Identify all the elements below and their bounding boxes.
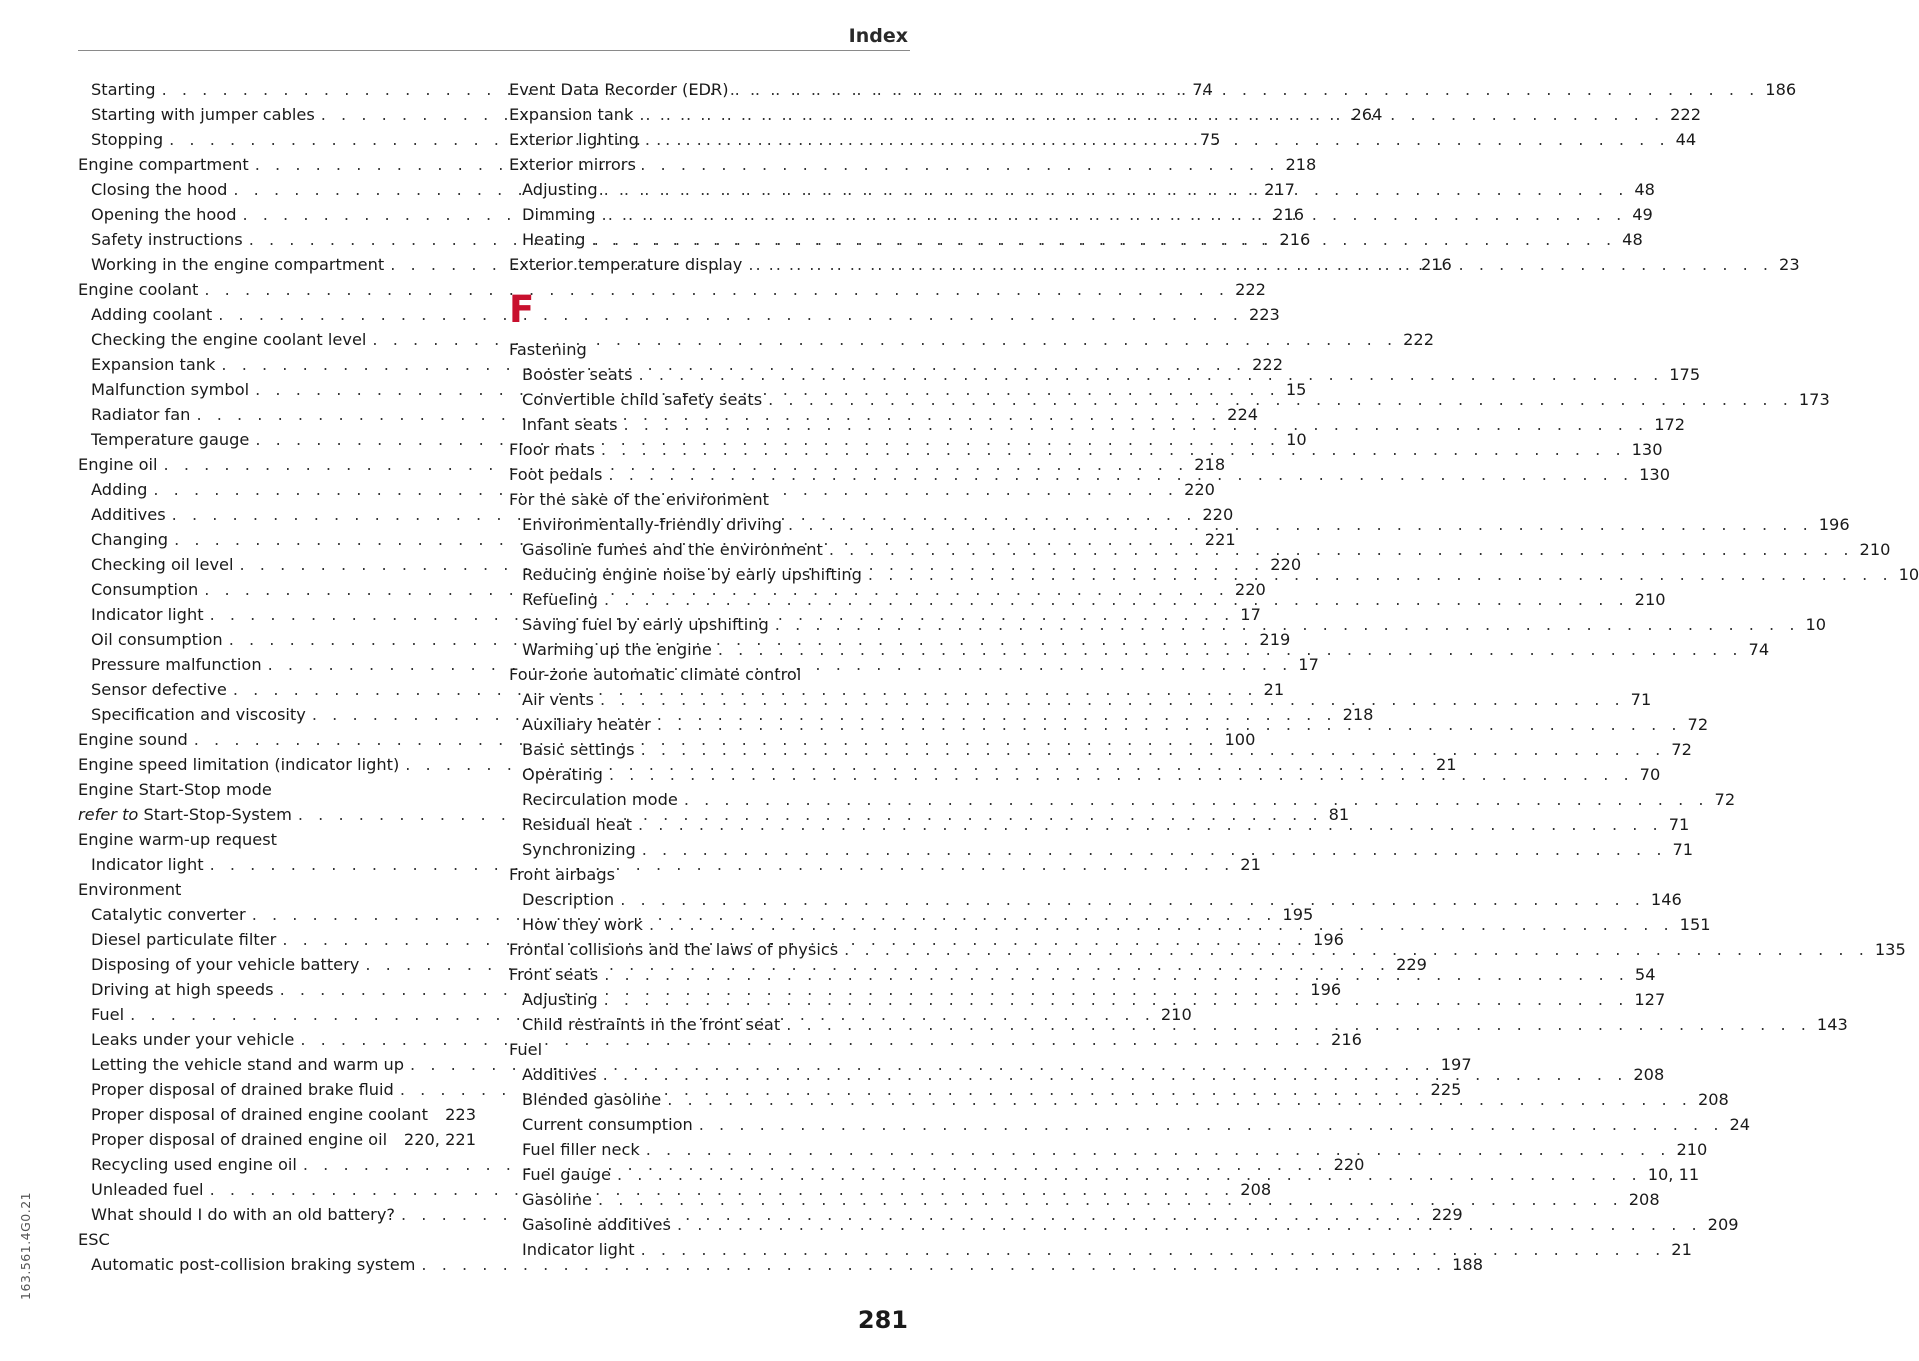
index-entry-label: Expansion tank [91,355,216,374]
index-entry-page: 72 [1671,740,1692,759]
index-entry [78,1102,476,1127]
index-entry [509,1187,1660,1212]
dot-leader [718,637,1743,662]
index-entry-page: 229 [1431,1205,1463,1224]
index-heading: Engine Start-Stop mode [78,780,272,799]
dot-leader [603,1062,1628,1087]
index-entry [509,1112,1751,1137]
index-heading: Engine warm-up request [78,830,277,849]
index-entry-label: Temperature gauge [91,430,250,449]
page-title: Index [848,25,908,47]
index-heading: Fuel [509,1040,543,1059]
index-entry-page: 196 [1818,515,1850,534]
index-entry-page: 216 [1279,230,1311,249]
index-entry-page: 188 [1452,1255,1484,1274]
dot-leader [699,1112,1724,1137]
dot-leader [868,562,1893,587]
index-entry-label: Changing [91,530,169,549]
index-entry-label: Engine coolant [78,280,199,299]
index-entry-label: Gasoline fumes and the environment [522,540,823,559]
index-entry-label: Proper disposal of drained engine coolant [91,1105,428,1124]
index-entry-page: 24 [1729,1115,1751,1134]
index-entry-label: Dimming [522,205,596,224]
index-entry-label: Disposing of your vehicle battery [91,955,360,974]
dot-leader [591,227,1616,252]
index-entry-page: 210 [1859,540,1891,559]
index-entry-page: 219 [1259,630,1291,649]
index-entry-label: Fuel [91,1005,125,1024]
index-entry-label: Front seats [509,965,599,984]
index-entry-label: Checking the engine coolant level [91,330,367,349]
index-entry-label: Recirculation mode [522,790,678,809]
index-entry-label: Fuel gauge [522,1165,611,1184]
index-entry [509,1137,1708,1162]
index-entry-label: Engine compartment [78,155,249,174]
index-entry-page: 74 [1748,640,1770,659]
index-entry-page: 100 [1224,730,1256,749]
index-entry-page: 146 [1650,890,1682,909]
index-entry-page: 74 [1192,80,1213,99]
dot-leader [649,912,1674,937]
index-entry-label: Catalytic converter [91,905,246,924]
index-entry-label: Operating [522,765,603,784]
index-entry-label [78,802,292,827]
index-entry-page: 15 [1285,380,1307,399]
dot-leader [646,1137,1671,1162]
index-entry-page: 151 [1679,915,1711,934]
index-entry-label: Driving at high speeds [91,980,274,999]
dot-leader [604,987,1629,1012]
index-entry-page: 143 [1816,1015,1848,1034]
index-entry-page: 220 [1333,1155,1365,1174]
index-entry-page: 197 [1440,1055,1472,1074]
dot-leader [642,837,1667,862]
index-entry-label: Adjusting [522,990,598,1009]
index-entry-label: Unleaded fuel [91,1180,204,1199]
index-entry [509,1237,1692,1262]
dot-leader [600,687,1625,712]
dot-leader [788,512,1813,537]
index-entry-page: 71 [1668,815,1690,834]
dot-leader [786,1012,1811,1037]
index-entry-page: 72 [1714,790,1736,809]
dot-leader [638,812,1663,837]
index-entry-page: 21 [1240,855,1261,874]
index-entry-page: 220 [1184,480,1215,499]
dot-leader [604,962,1629,987]
index-heading: Four-zone automatic climate control [509,665,802,684]
index-entry-label: Blended gasoline [522,1090,662,1109]
index-entry-page: 135 [1874,940,1906,959]
index-entry-page: 218 [1285,155,1317,174]
index-entry-label: Current consumption [522,1115,693,1134]
index-entry [509,787,1736,812]
index-entry-page: 71 [1672,840,1694,859]
index-entry-label: Indicator light [91,855,204,874]
index-heading: Environment [78,880,182,899]
page-number: 281 [857,1306,908,1334]
index-entry-page: 208 [1628,1190,1660,1209]
index-entry-label: Reducing engine noise by early upshifting [522,565,862,584]
index-entry-page: 220 [1202,505,1234,524]
index-entry-label: Specification and viscosity [91,705,306,724]
index-entry-page: 49 [1632,205,1653,224]
index-entry-label: Description [522,890,615,909]
index-entry-page: 127 [1634,990,1666,1009]
dot-leader [667,1087,1692,1112]
index-entry-page: 224 [1227,405,1259,424]
cross-reference-prefix: refer to [78,805,139,824]
index-entry-label: Saving fuel by early upshifting [522,615,769,634]
index-entry-page: 264 [1351,105,1383,124]
index-entry-label: Pressure malfunction [91,655,262,674]
index-entry-page: 48 [1622,230,1643,249]
index-entry-label: Safety instructions [91,230,243,249]
index-entry-label: Air vents [522,690,594,709]
index-heading: Exterior mirrors [509,155,636,174]
index-entry-label: Letting the vehicle stand and warm up [91,1055,405,1074]
index-entry-label: Checking oil level [91,555,234,574]
index-entry-label: Radiator fan [91,405,191,424]
index-entry-page: 222 [1252,355,1284,374]
index-entry-page: 10 [1286,430,1307,449]
index-entry-page: 54 [1634,965,1656,984]
index-entry-label: Sensor defective [91,680,227,699]
index-entry-page: 172 [1654,415,1686,434]
index-entry-page: 208 [1240,1180,1272,1199]
dot-leader [775,612,1800,637]
index-entry-label: Expansion tank [509,105,634,124]
dot-leader [829,537,1854,562]
dot-leader [624,412,1649,437]
index-entry-page: 218 [1342,705,1374,724]
index-entry-page: 208 [1633,1065,1665,1084]
index-heading: For the sake of the environment [509,490,769,509]
index-entry-page: 220 [1234,580,1266,599]
index-entry-label: Starting [91,80,156,99]
index-entry-label: Frontal collisions and the laws of physics [509,940,839,959]
index-entry-page: 173 [1798,390,1830,409]
index-entry-label: Closing the hood [91,180,228,199]
index-entry-label: Adding [91,480,148,499]
dot-leader [657,712,1682,737]
index-entry-label: Gasoline additives [522,1215,671,1234]
index-entry-label: Gasoline [522,1190,593,1209]
index-entry-page: 186 [1765,80,1797,99]
index-entry-page: 23 [1779,255,1800,274]
index-entry-page: 175 [1669,365,1701,384]
index-heading: Fastening [509,340,587,359]
dot-leader [604,177,1629,202]
index-entry [78,302,1280,327]
index-entry-page: 216 [1331,1030,1362,1049]
index-entry-page: 223 [445,1105,476,1124]
index-entry-label: Foot pedals [509,465,603,484]
index-entry-page: 222 [1235,280,1266,299]
index-entry-page: 195 [1282,905,1314,924]
index-entry-label: Residual heat [522,815,632,834]
index-entry-label: How they work [522,915,643,934]
dot-leader [639,102,1664,127]
dot-leader [617,1162,1642,1187]
index-entry-label: Booster seats [522,365,633,384]
index-entry-page: 44 [1675,130,1697,149]
index-entry-page: 81 [1328,805,1350,824]
index-entry-label: Auxiliary heater [522,715,651,734]
index-entry-page: 21 [1263,680,1285,699]
index-entry-page: 216 [1273,205,1305,224]
index-entry-page: 222 [1670,105,1702,124]
index-entry-page: 210 [1634,590,1666,609]
index-entry-label: Diesel particulate filter [91,930,277,949]
index-entry-label: Synchronizing [522,840,636,859]
index-entry-page: 21 [1435,755,1457,774]
index-entry [509,887,1682,912]
dot-leader [598,1187,1623,1212]
dot-leader [639,362,1664,387]
index-entry-page: 130 [1639,465,1671,484]
dot-leader [645,127,1670,152]
dot-leader [677,1212,1702,1237]
index-entry-label: Recycling used engine oil [91,1155,297,1174]
index-entry-page: 229 [1396,955,1427,974]
index-entry-page: 225 [1430,1080,1462,1099]
dot-leader [641,1237,1666,1262]
index-entry-page: 218 [1194,455,1226,474]
dot-leader [641,737,1666,762]
index-entry-label: Oil consumption [91,630,223,649]
index-heading: Front airbags [509,865,616,884]
index-entry-page: 71 [1630,690,1652,709]
index-entry-label: Environmentally-friendly driving [522,515,783,534]
index-entry-label: Engine oil [78,455,158,474]
dot-leader [609,762,1634,787]
dot-leader [602,202,1627,227]
index-entry-label: Indicator light [522,1240,635,1259]
index-entry-page: 17 [1298,655,1319,674]
index-entry-page: 220 [1270,555,1302,574]
index-entry-label: Exterior temperature display [509,255,743,274]
index-entry-label: Adjusting [522,180,598,199]
dot-leader [844,937,1869,962]
index-entry [78,1127,476,1152]
index-entry-label: Fuel filler neck [522,1140,640,1159]
index-heading: ESC [78,1230,110,1249]
index-entry-label: Engine speed limitation (indicator light) [78,755,400,774]
index-entry-page: 10, 11 [1647,1165,1700,1184]
index-entry-label: Starting with jumper cables [91,105,315,124]
index-entry-page: 196 [1310,980,1342,999]
index-entry-page: 222 [1403,330,1435,349]
index-entry-label: Stopping [91,130,164,149]
index-entry-label: Additives [91,505,166,524]
index-entry-label: Proper disposal of drained engine oil [91,1130,388,1149]
index-entry [509,837,1694,862]
index-entry-page: 221 [1204,530,1236,549]
index-entry-label: Basic settings [522,740,635,759]
document-code: 163.561.4G0.21 [18,1191,33,1300]
index-entry-label: Engine sound [78,730,188,749]
index-entry-label: Proper disposal of drained brake fluid [91,1080,394,1099]
index-entry-page: 17 [1240,605,1261,624]
index-entry-label: Additives [522,1065,597,1084]
index-entry-label: Child restraints in the front seat [522,1015,781,1034]
index-entry [78,277,1266,302]
index-entry-label: Consumption [91,580,199,599]
section-letter: F [509,288,535,331]
index-entry-page: 72 [1687,715,1709,734]
index-entry-page: 210 [1160,1005,1192,1024]
index-entry-page: 216 [1420,255,1452,274]
index-entry-label: Exterior lighting [509,130,639,149]
index-entry-label: Event Data Recorder (EDR) [509,80,729,99]
index-entry-page: 196 [1313,930,1344,949]
dot-leader [768,387,1793,412]
index-entry-page: 130 [1631,440,1663,459]
index-entry-label: What should I do with an old battery? [91,1205,396,1224]
index-entry-page: 208 [1697,1090,1729,1109]
dot-leader [620,887,1645,912]
index-entry-label: Leaks under your vehicle [91,1030,295,1049]
index-entry-label: Heating [522,230,586,249]
index-entry-page: 210 [1676,1140,1708,1159]
index-entry-page: 220, 221 [403,1130,476,1149]
index-entry-page: 21 [1671,1240,1692,1259]
index-entry-label: Floor mats [509,440,595,459]
index-entry-page: 209 [1707,1215,1739,1234]
index-entry-page: 70 [1639,765,1661,784]
dot-leader [684,787,1709,812]
index-entry-label: Opening the hood [91,205,237,224]
index-entry-page: 75 [1199,130,1221,149]
index-entry-page: 217 [1264,180,1295,199]
index-entry-label: Automatic post-collision braking system [91,1255,416,1274]
index-entry-label: Malfunction symbol [91,380,250,399]
index-entry-label: Infant seats [522,415,618,434]
index-entry-page: 10 [1898,565,1919,584]
cross-reference-target: Start-Stop-System [143,805,292,824]
index-entry-label: Adding coolant [91,305,213,324]
dot-leader [604,587,1629,612]
index-entry-page: 48 [1634,180,1655,199]
index-entry [78,1252,1484,1277]
dot-leader [735,77,1760,102]
index-entry-label: Indicator light [91,605,204,624]
index-entry-page: 223 [1248,305,1280,324]
index-entry-label: Working in the engine compartment [91,255,385,274]
dot-leader [601,437,1626,462]
index-entry-label: Refueling [522,590,598,609]
dot-leader [748,252,1773,277]
dot-leader [608,462,1633,487]
index-entry-label: Warming up the engine [522,640,712,659]
header-rule [78,50,910,51]
index-entry-page: 10 [1805,615,1827,634]
index-entry-label: Convertible child safety seats [522,390,763,409]
